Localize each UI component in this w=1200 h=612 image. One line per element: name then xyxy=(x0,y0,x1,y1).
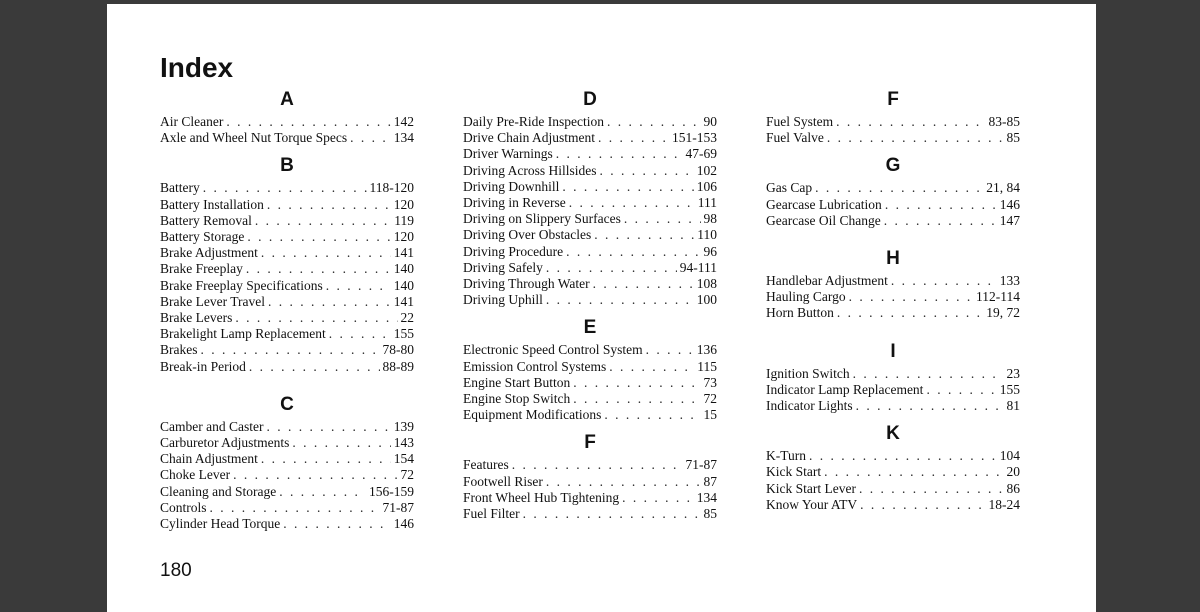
index-entry: Driving in Reverse . . . 111 xyxy=(463,195,717,211)
index-entry: Brake Freeplay . . . 140 xyxy=(160,261,414,277)
section-letter-e: E xyxy=(583,317,597,339)
index-entry: Footwell Riser . . . 87 xyxy=(463,474,717,490)
index-entry: Brake Freeplay Specifications . . . 140 xyxy=(160,278,414,294)
section-letter-f: F xyxy=(887,89,899,110)
index-entry: Brake Adjustment . . . 141 xyxy=(160,245,414,261)
section-letter-h: H xyxy=(886,248,900,270)
index-entry: Emission Control Systems . . . 115 xyxy=(463,359,717,375)
index-entry: Camber and Caster . . . 139 xyxy=(160,419,414,435)
index-column-3 xyxy=(766,86,1020,513)
index-column-1 xyxy=(160,86,414,532)
index-entry: Kick Start . . . 20 xyxy=(766,464,1020,480)
index-entry: Choke Lever . . . 72 xyxy=(160,467,414,483)
index-entry: Cleaning and Storage . . . 156-159 xyxy=(160,484,414,500)
index-entry: Driving Through Water . . . 108 xyxy=(463,276,717,292)
index-entry: Driving Procedure . . . 96 xyxy=(463,244,717,260)
index-entry: Battery Storage . . . 120 xyxy=(160,229,414,245)
document-page xyxy=(107,4,1096,612)
index-entry: Carburetor Adjustments . . . 143 xyxy=(160,435,414,451)
index-entry: Front Wheel Hub Tightening . . . 134 xyxy=(463,490,717,506)
page-title: Index xyxy=(160,52,234,83)
section-letter-d: D xyxy=(583,89,597,110)
index-entry: Brakelight Lamp Replacement . . . 155 xyxy=(160,326,414,342)
index-entry: Fuel System . . . 83-85 xyxy=(766,114,1020,130)
index-entry: Ignition Switch . . . 23 xyxy=(766,366,1020,382)
index-entry: Chain Adjustment . . . 154 xyxy=(160,451,414,467)
index-entry: Driving Over Obstacles . . . 110 xyxy=(463,227,717,243)
index-entry: Brake Levers . . . 22 xyxy=(160,310,414,326)
index-entry: Fuel Valve . . . 85 xyxy=(766,130,1020,146)
index-entry: Horn Button . . . 19, 72 xyxy=(766,305,1020,321)
section-letter-c: C xyxy=(280,393,294,415)
index-entry: Driving Safely . . . 94-111 xyxy=(463,260,717,276)
index-entry: Equipment Modifications . . . 15 xyxy=(463,407,717,423)
index-entry: Driving Uphill . . . 100 xyxy=(463,292,717,308)
index-entry: Driving on Slippery Surfaces . . . 98 xyxy=(463,211,717,227)
index-entry: Features . . . 71-87 xyxy=(463,457,717,473)
index-entry: Brakes . . . 78-80 xyxy=(160,342,414,358)
index-entry: Battery Installation . . . 120 xyxy=(160,197,414,213)
index-entry: Battery Removal . . . 119 xyxy=(160,213,414,229)
index-entry: Drive Chain Adjustment . . . 151-153 xyxy=(463,130,717,146)
index-entry: Axle and Wheel Nut Torque Specs . . . 134 xyxy=(160,130,414,146)
index-entry: Break-in Period . . . 88-89 xyxy=(160,359,414,375)
index-entry: Cylinder Head Torque . . . 146 xyxy=(160,516,414,532)
index-entry: Gas Cap . . . 21, 84 xyxy=(766,180,1020,196)
index-entry: Battery . . . 118-120 xyxy=(160,180,414,196)
index-entry: Handlebar Adjustment . . . 133 xyxy=(766,273,1020,289)
index-entry: Daily Pre-Ride Inspection . . . 90 xyxy=(463,114,717,130)
index-entry: Gearcase Lubrication . . . 146 xyxy=(766,197,1020,213)
section-letter-g: G xyxy=(885,155,901,177)
index-entry: Indicator Lamp Replacement . . . 155 xyxy=(766,382,1020,398)
index-entry: Driving Downhill . . . 106 xyxy=(463,179,717,195)
index-entry: Electronic Speed Control System . . . 136 xyxy=(463,342,717,358)
index-column-2 xyxy=(463,86,717,522)
index-entry: Driving Across Hillsides . . . 102 xyxy=(463,163,717,179)
index-entry: Indicator Lights . . . 81 xyxy=(766,398,1020,414)
index-entry: Driver Warnings . . . 47-69 xyxy=(463,146,717,162)
section-letter-f: F xyxy=(584,432,596,454)
section-letter-i: I xyxy=(890,340,896,362)
section-letter-b: B xyxy=(280,155,294,177)
index-entry: Brake Lever Travel . . . 141 xyxy=(160,294,414,310)
index-entry: Gearcase Oil Change . . . 147 xyxy=(766,213,1020,229)
section-letter-k: K xyxy=(886,423,900,445)
index-entry: Engine Start Button . . . 73 xyxy=(463,375,717,391)
index-entry: Air Cleaner . . . 142 xyxy=(160,114,414,130)
index-entry: Fuel Filter . . . 85 xyxy=(463,506,717,522)
section-letter-a: A xyxy=(280,89,294,110)
index-entry: Controls . . . 71-87 xyxy=(160,500,414,516)
index-entry: Kick Start Lever . . . 86 xyxy=(766,481,1020,497)
page-number: 180 xyxy=(160,560,192,581)
index-entry: Hauling Cargo . . . 112-114 xyxy=(766,289,1020,305)
index-entry: Engine Stop Switch . . . 72 xyxy=(463,391,717,407)
index-entry: Know Your ATV . . . 18-24 xyxy=(766,497,1020,513)
index-entry: K-Turn . . . 104 xyxy=(766,448,1020,464)
